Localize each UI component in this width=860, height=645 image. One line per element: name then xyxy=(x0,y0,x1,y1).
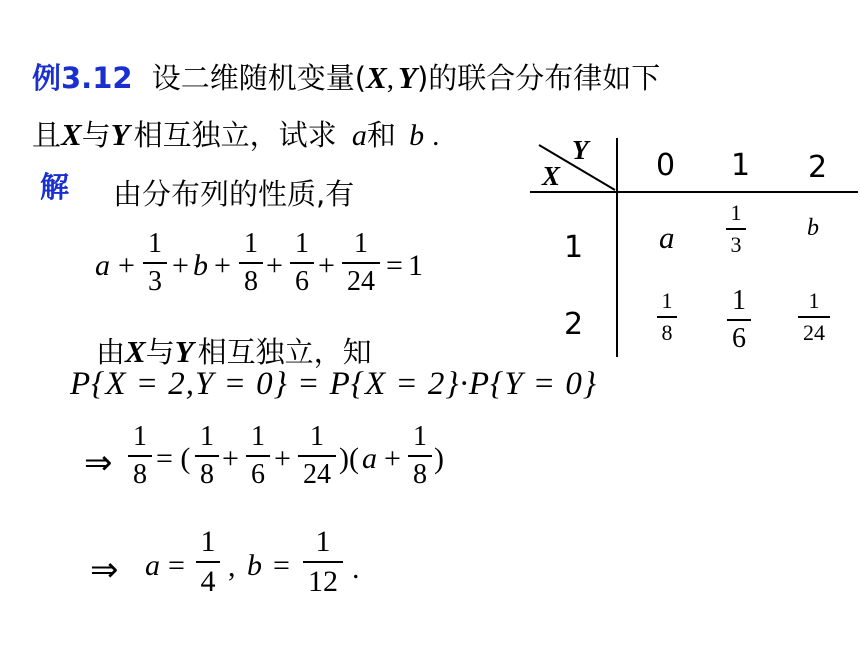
numerator: 1 xyxy=(251,421,265,452)
result-period: . xyxy=(352,552,360,585)
denominator: 24 xyxy=(803,319,825,345)
problem-text-2-start: 且 xyxy=(32,118,62,152)
var-a: a xyxy=(351,119,367,152)
eq3-plus: + xyxy=(222,442,239,475)
eq1-plus: + xyxy=(214,249,231,282)
table-row-1-label: 1 xyxy=(564,230,584,265)
numerator: 1 xyxy=(354,228,368,259)
text-and: 与 xyxy=(81,118,111,152)
result-comma: , xyxy=(228,550,236,583)
denominator: 6 xyxy=(295,265,309,297)
numerator: 1 xyxy=(148,228,162,259)
table-header-x: X xyxy=(542,161,561,191)
problem-text-1: 设二维随机变量( xyxy=(151,61,367,95)
numerator: 1 xyxy=(310,421,324,452)
period: . xyxy=(432,120,440,152)
eq3-mid: )( xyxy=(339,442,359,475)
numerator: 1 xyxy=(315,525,331,558)
var-y: Y xyxy=(398,60,417,95)
denominator: 8 xyxy=(200,458,214,490)
table-col-0: 0 xyxy=(656,148,676,183)
table-cell-a: a xyxy=(659,220,675,255)
numerator: 1 xyxy=(661,288,673,313)
problem-text-2-mid: 相互独立，试求 xyxy=(133,118,337,152)
solution-label: 解 xyxy=(40,170,70,204)
eq3-equals-open: = ( xyxy=(156,442,191,475)
eq1-plus: + xyxy=(318,249,335,282)
eq1-b: b xyxy=(193,249,208,282)
numerator: 1 xyxy=(200,525,216,558)
result-a: a xyxy=(145,549,160,582)
eq3-plus: + xyxy=(274,442,291,475)
text-independent: 相互独立，知 xyxy=(197,335,372,369)
eq1-equals: = xyxy=(386,249,403,282)
table-col-2: 2 xyxy=(808,150,828,185)
eq1-plus: + xyxy=(118,249,135,282)
text-he: 和 xyxy=(366,118,396,152)
eq1-one: 1 xyxy=(408,249,423,282)
problem-text-1-end: )的联合分布律如下 xyxy=(416,61,661,95)
denominator: 12 xyxy=(308,564,338,598)
text-you: 由 xyxy=(96,335,126,369)
result-equals: = xyxy=(273,549,290,582)
table-col-1: 1 xyxy=(731,148,751,183)
var-x: X xyxy=(125,334,146,369)
var-b: b xyxy=(409,119,425,152)
text-and: 与 xyxy=(145,335,175,369)
table-cell-1-8 xyxy=(657,290,677,344)
comma: , xyxy=(386,63,395,95)
denominator: 6 xyxy=(251,458,265,490)
denominator: 24 xyxy=(303,458,331,490)
var-y: Y xyxy=(174,334,194,369)
eq3-close: ) xyxy=(434,442,444,475)
numerator: 1 xyxy=(808,288,820,313)
implies-arrow: ⇒ xyxy=(84,443,113,483)
eq3-plus: + xyxy=(384,442,401,475)
table-header-y: Y xyxy=(572,135,589,165)
var-x: X xyxy=(61,117,82,152)
solution-intro: 由分布列的性质,有 xyxy=(113,177,355,211)
implies-arrow: ⇒ xyxy=(90,550,119,590)
denominator: 8 xyxy=(661,319,673,345)
numerator: 1 xyxy=(730,200,742,225)
denominator: 24 xyxy=(347,265,375,297)
numerator: 1 xyxy=(133,421,147,452)
numerator: 1 xyxy=(413,421,427,452)
denominator: 6 xyxy=(732,322,746,354)
equation-probability: P{X = 2,Y = 0} = P{X = 2}·P{Y = 0} xyxy=(70,366,598,402)
example-number: 例3.12 xyxy=(32,61,133,95)
eq3-a: a xyxy=(362,442,377,475)
denominator: 8 xyxy=(244,265,258,297)
var-y: Y xyxy=(110,117,130,152)
numerator: 1 xyxy=(732,285,746,316)
eq1-plus: + xyxy=(266,249,283,282)
var-x: X xyxy=(366,60,387,95)
denominator: 3 xyxy=(730,231,742,257)
numerator: 1 xyxy=(200,421,214,452)
numerator: 1 xyxy=(244,228,258,259)
eq1-a: a xyxy=(95,249,110,282)
denominator: 8 xyxy=(413,458,427,490)
table-cell-1-3 xyxy=(726,202,746,256)
table-cell-1-24 xyxy=(798,290,830,344)
numerator: 1 xyxy=(295,228,309,259)
table-cell-1-6 xyxy=(727,287,751,353)
table-cell-b: b xyxy=(807,215,819,241)
denominator: 8 xyxy=(133,458,147,490)
denominator: 4 xyxy=(200,564,216,598)
result-equals: = xyxy=(168,549,185,582)
eq1-plus: + xyxy=(172,249,189,282)
result-b: b xyxy=(247,549,262,582)
table-row-2-label: 2 xyxy=(564,307,584,342)
denominator: 3 xyxy=(148,265,162,297)
